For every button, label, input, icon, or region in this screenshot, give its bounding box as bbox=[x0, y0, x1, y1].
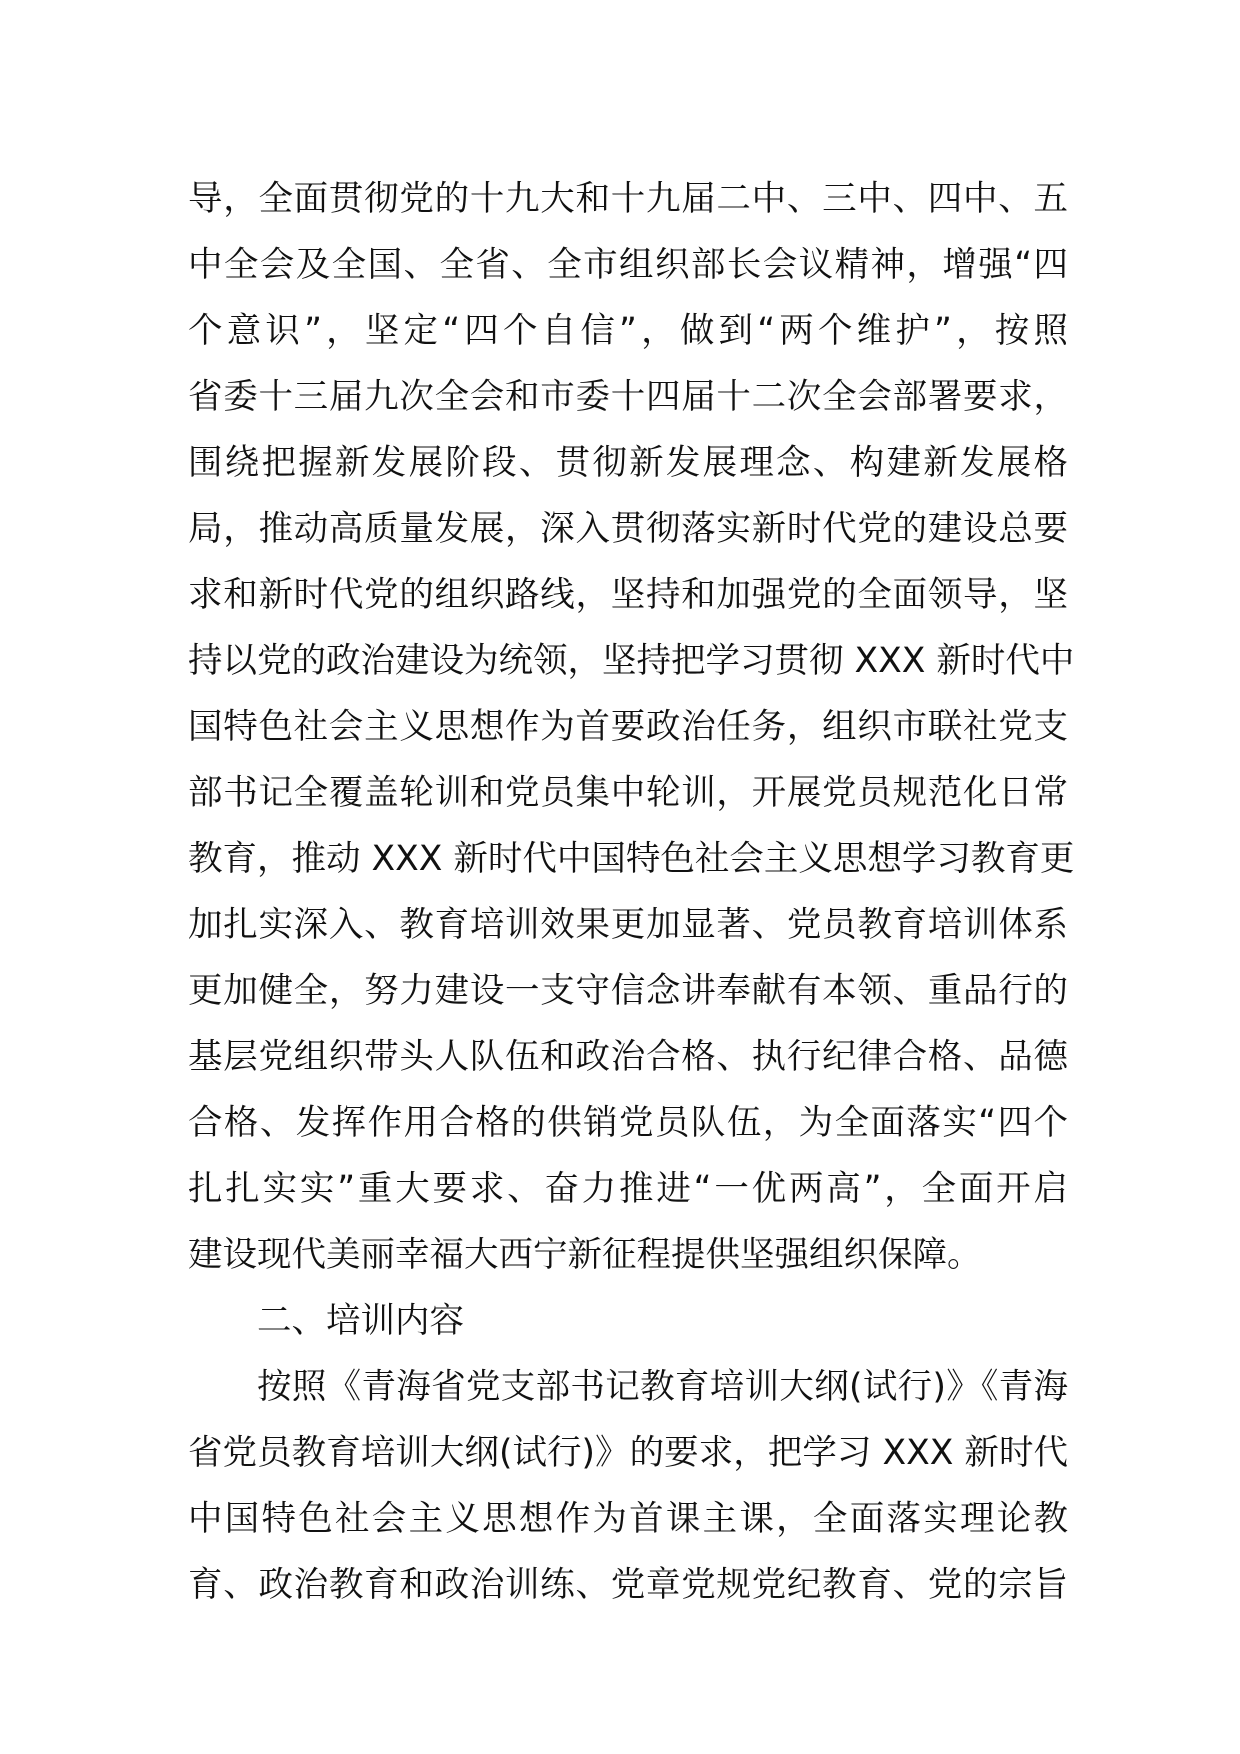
paragraph-line: 部书记全覆盖轮训和党员集中轮训，开展党员规范化日常 bbox=[188, 773, 1068, 813]
document-body bbox=[188, 166, 1075, 1618]
paragraph-line: 持以党的政治建设为统领，坚持把学习贯彻 XXX 新时代中 bbox=[188, 641, 1075, 681]
paragraph-line: 教育，推动 XXX 新时代中国特色社会主义思想学习教育更 bbox=[188, 839, 1075, 879]
paragraph-line: 更加健全，努力建设一支守信念讲奉献有本领、重品行的 bbox=[188, 971, 1068, 1011]
paragraph-line: 加扎实深入、教育培训效果更加显著、党员教育培训体系 bbox=[188, 905, 1068, 945]
paragraph-line: 围绕把握新发展阶段、贯彻新发展理念、构建新发展格 bbox=[188, 443, 1068, 483]
paragraph-line: 局，推动高质量发展，深入贯彻落实新时代党的建设总要 bbox=[188, 509, 1068, 549]
paragraph-line: 求和新时代党的组织路线，坚持和加强党的全面领导，坚 bbox=[188, 575, 1068, 615]
paragraph-line: 个意识”，坚定“四个自信”，做到“两个维护”，按照 bbox=[188, 311, 1068, 351]
section-heading: 二、培训内容 bbox=[257, 1301, 464, 1341]
paragraph-line: 按照《青海省党支部书记教育培训大纲(试行)》《青海 bbox=[257, 1367, 1068, 1407]
paragraph-line: 扎扎实实”重大要求、奋力推进“一优两高”，全面开启 bbox=[188, 1169, 1068, 1209]
paragraph-line: 导，全面贯彻党的十九大和十九届二中、三中、四中、五 bbox=[188, 179, 1068, 219]
paragraph-line: 中国特色社会主义思想作为首课主课，全面落实理论教 bbox=[188, 1499, 1068, 1539]
paragraph-line: 省委十三届九次全会和市委十四届十二次全会部署要求， bbox=[188, 377, 1068, 417]
paragraph-line: 合格、发挥作用合格的供销党员队伍，为全面落实“四个 bbox=[188, 1103, 1068, 1143]
paragraph-line: 省党员教育培训大纲(试行)》的要求，把学习 XXX 新时代 bbox=[188, 1433, 1068, 1473]
paragraph-line: 中全会及全国、全省、全市组织部长会议精神，增强“四 bbox=[188, 245, 1068, 285]
paragraph-line: 建设现代美丽幸福大西宁新征程提供坚强组织保障。 bbox=[188, 1235, 982, 1275]
paragraph-line: 国特色社会主义思想作为首要政治任务，组织市联社党支 bbox=[188, 707, 1068, 747]
paragraph-line: 基层党组织带头人队伍和政治合格、执行纪律合格、品德 bbox=[188, 1037, 1068, 1077]
paragraph-line: 育、政治教育和政治训练、党章党规党纪教育、党的宗旨 bbox=[188, 1565, 1068, 1605]
